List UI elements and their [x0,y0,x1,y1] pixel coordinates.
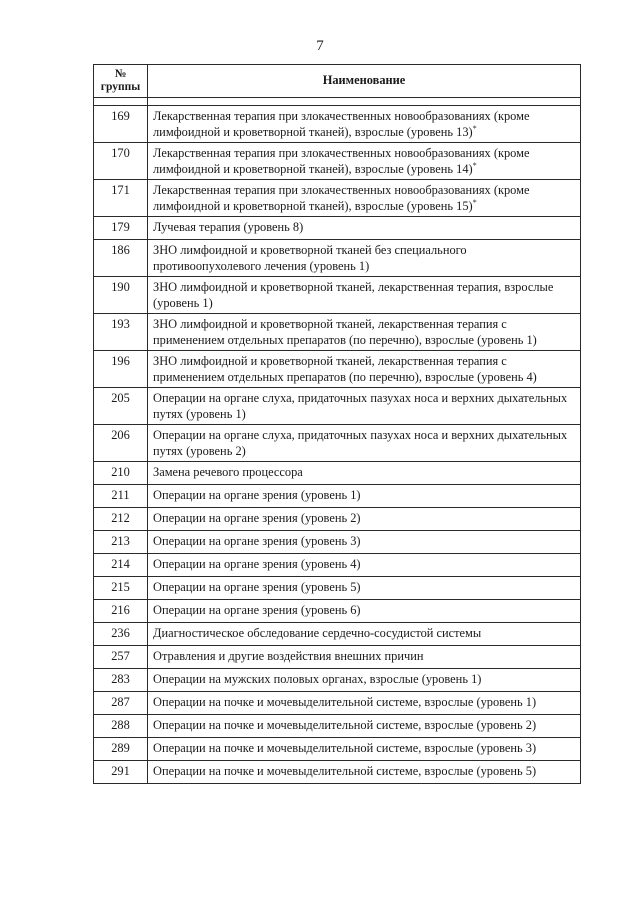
group-name-cell [148,240,581,277]
group-name-cell [148,600,581,623]
table-row [94,692,581,715]
group-number-cell: 171 [94,180,148,217]
group-number-cell: 291 [94,761,148,784]
table-row [94,217,581,240]
table-spacer-row [94,98,581,106]
footnote-mark: * [472,160,477,170]
group-name-text: Операции на органе зрения (уровень 1) [153,488,361,502]
table-row [94,738,581,761]
group-number-cell: 257 [94,646,148,669]
group-number-cell: 193 [94,314,148,351]
table-row [94,600,581,623]
footnote-mark: * [472,123,477,133]
group-name-text: Замена речевого процессора [153,465,303,479]
group-name-cell [148,646,581,669]
table-row [94,106,581,143]
group-number-cell: 211 [94,485,148,508]
group-name-cell [148,277,581,314]
group-number-cell: 288 [94,715,148,738]
table-row [94,646,581,669]
table-row [94,314,581,351]
group-name-text: Операции на мужских половых органах, взрослые (уровень 1) [153,672,482,686]
group-name-cell [148,669,581,692]
header-group-number: № группы [94,65,148,98]
group-name-text: Диагностическое обследование сердечно-сосудистой системы [153,626,482,640]
group-name-cell [148,217,581,240]
group-name-text: Операции на органе слуха, придаточных пазухах носа и верхних дыхательных путях (уровень 1) [153,391,568,421]
group-name-text: Операции на органе зрения (уровень 4) [153,557,361,571]
group-name-text: Операции на органе зрения (уровень 3) [153,534,361,548]
group-name-cell [148,314,581,351]
group-name-text: Лекарственная терапия при злокачественных новообразованиях (кроме лимфоидной и кроветворной тканей), взрослые (уровень 14) [153,146,530,176]
group-name-cell [148,554,581,577]
table-row [94,425,581,462]
header-name: Наименование [148,65,581,98]
group-number-cell: 215 [94,577,148,600]
group-name-cell [148,761,581,784]
table-row [94,462,581,485]
table-row [94,531,581,554]
group-name-text: Операции на почке и мочевыделительной системе, взрослые (уровень 1) [153,695,537,709]
groups-table [93,64,581,784]
group-name-cell [148,715,581,738]
table-row [94,761,581,784]
group-name-text: ЗНО лимфоидной и кроветворной тканей, лекарственная терапия с применением отдельных препаратов (по перечню), взрослые (уровень 1) [153,317,537,347]
group-name-cell [148,351,581,388]
group-name-text: ЗНО лимфоидной и кроветворной тканей без специального противоопухолевого лечения (уровень 1) [153,243,467,273]
table-row [94,508,581,531]
group-number-cell: 214 [94,554,148,577]
group-name-cell [148,508,581,531]
group-number-cell: 179 [94,217,148,240]
group-number-cell: 216 [94,600,148,623]
group-number-cell: 236 [94,623,148,646]
group-number-cell: 210 [94,462,148,485]
group-name-cell [148,485,581,508]
group-name-text: Операции на почке и мочевыделительной системе, взрослые (уровень 5) [153,764,537,778]
group-number-cell: 283 [94,669,148,692]
group-number-cell: 206 [94,425,148,462]
table-row [94,669,581,692]
group-name-text: Операции на органе зрения (уровень 2) [153,511,361,525]
group-number-cell: 289 [94,738,148,761]
table-row [94,485,581,508]
group-name-cell [148,425,581,462]
group-name-cell [148,462,581,485]
group-name-text: ЗНО лимфоидной и кроветворной тканей, лекарственная терапия, взрослые (уровень 1) [153,280,554,310]
group-name-text: Отравления и другие воздействия внешних причин [153,649,424,663]
page-number: 7 [316,38,324,54]
table-row [94,623,581,646]
footnote-mark: * [472,197,477,207]
table-row [94,277,581,314]
group-name-text: Лекарственная терапия при злокачественных новообразованиях (кроме лимфоидной и кроветворной тканей), взрослые (уровень 15) [153,183,530,213]
group-name-cell [148,143,581,180]
group-name-cell [148,531,581,554]
group-name-cell [148,106,581,143]
group-name-cell [148,738,581,761]
group-number-cell: 190 [94,277,148,314]
table-header-row [94,65,581,98]
group-number-cell: 205 [94,388,148,425]
table-row [94,143,581,180]
group-name-text: Операции на почке и мочевыделительной системе, взрослые (уровень 2) [153,718,537,732]
group-number-cell: 170 [94,143,148,180]
group-name-text: Лекарственная терапия при злокачественных новообразованиях (кроме лимфоидной и кроветворной тканей), взрослые (уровень 13) [153,109,530,139]
group-name-cell [148,577,581,600]
group-name-text: Лучевая терапия (уровень 8) [153,220,304,234]
group-number-cell: 212 [94,508,148,531]
group-name-text: Операции на органе зрения (уровень 6) [153,603,361,617]
group-name-cell [148,623,581,646]
table-body [94,98,581,784]
table-row [94,577,581,600]
group-number-cell: 169 [94,106,148,143]
group-name-cell [148,692,581,715]
table-row [94,351,581,388]
table-row [94,554,581,577]
table-row [94,180,581,217]
group-name-text: Операции на органе слуха, придаточных пазухах носа и верхних дыхательных путях (уровень 2) [153,428,568,458]
group-name-text: ЗНО лимфоидной и кроветворной тканей, лекарственная терапия с применением отдельных препаратов (по перечню), взрослые (уровень 4) [153,354,537,384]
group-name-cell [148,388,581,425]
group-number-cell: 196 [94,351,148,388]
table-row [94,240,581,277]
group-name-text: Операции на органе зрения (уровень 5) [153,580,361,594]
group-number-cell: 186 [94,240,148,277]
table-row [94,715,581,738]
group-name-cell [148,180,581,217]
group-name-text: Операции на почке и мочевыделительной системе, взрослые (уровень 3) [153,741,537,755]
table-row [94,388,581,425]
group-number-cell: 287 [94,692,148,715]
group-number-cell: 213 [94,531,148,554]
